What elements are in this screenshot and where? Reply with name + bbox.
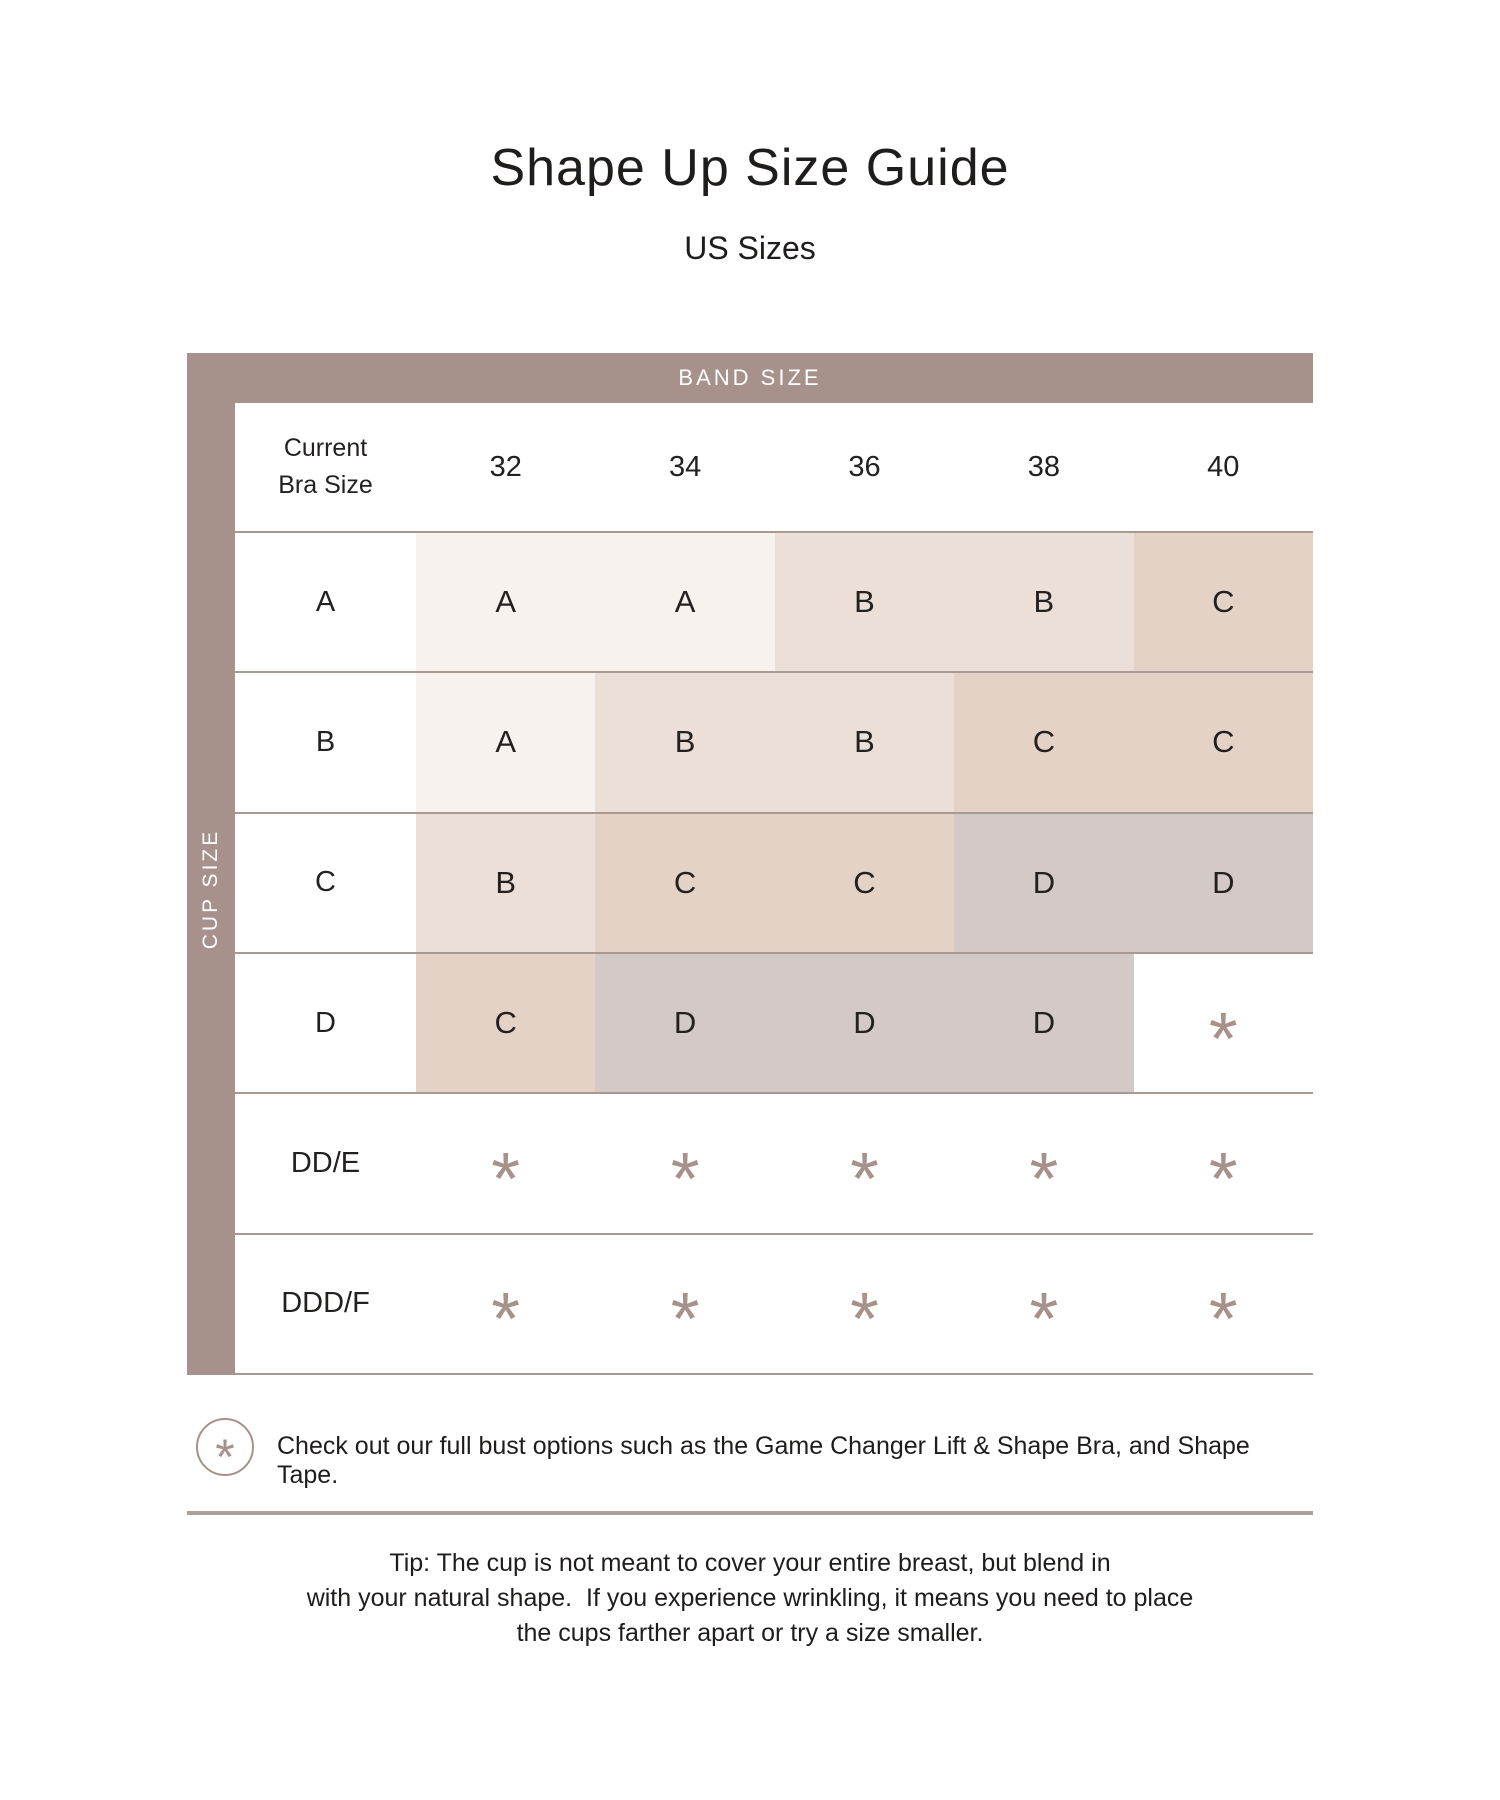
size-cell: D — [775, 952, 954, 1092]
band-size-column-header-38: 38 — [954, 403, 1133, 531]
size-cell: D — [954, 812, 1133, 952]
page-title: Shape Up Size Guide — [490, 139, 1010, 197]
footnote-text: Check out our full bust options such as the Game Changer Lift & Shape Bra, and Shape Tape. — [277, 1432, 1250, 1489]
size-cell: D — [954, 952, 1133, 1092]
band-size-axis-header: BAND SIZE — [187, 353, 1313, 403]
cup-row-label-a: A — [235, 531, 416, 671]
size-guide-table — [187, 353, 1313, 1375]
size-cell-footnote-asterisk: * — [1134, 1233, 1313, 1373]
tip-text — [0, 1546, 1500, 1651]
tip-line-3: the cups farther apart or try a size smaller. — [516, 1619, 984, 1647]
size-cell: C — [416, 952, 595, 1092]
size-cell-footnote-asterisk: * — [416, 1092, 595, 1232]
size-cell: D — [1134, 812, 1313, 952]
size-cell: B — [954, 531, 1133, 671]
cup-row-label-b: B — [235, 671, 416, 811]
size-grid — [235, 403, 1313, 1375]
cup-size-axis-label: CUP SIZE — [199, 828, 222, 950]
size-cell: B — [775, 531, 954, 671]
size-cell: A — [416, 671, 595, 811]
band-size-column-header-40: 40 — [1134, 403, 1313, 531]
size-cell-footnote-asterisk: * — [416, 1233, 595, 1373]
size-cell: A — [595, 531, 774, 671]
size-cell-footnote-asterisk: * — [1134, 1092, 1313, 1232]
size-cell: B — [595, 671, 774, 811]
size-cell: C — [775, 812, 954, 952]
size-cell-footnote-asterisk: * — [954, 1092, 1133, 1232]
size-cell-footnote-asterisk: * — [954, 1233, 1133, 1373]
size-cell-footnote-asterisk: * — [775, 1233, 954, 1373]
corner-header-label: Current Bra Size — [278, 434, 373, 499]
tip-line-2: with your natural shape. If you experience wrinkling, it means you need to place — [306, 1584, 1194, 1612]
size-cell: C — [595, 812, 774, 952]
horizontal-divider — [187, 1511, 1313, 1515]
cup-row-label-dddf: DDD/F — [235, 1233, 416, 1373]
size-cell-footnote-asterisk: * — [595, 1233, 774, 1373]
size-cell: C — [1134, 531, 1313, 671]
circled-asterisk-icon — [196, 1418, 254, 1485]
asterisk-glyph: * — [215, 1429, 235, 1485]
cup-row-label-dde: DD/E — [235, 1092, 416, 1232]
size-cell: D — [595, 952, 774, 1092]
size-cell: B — [775, 671, 954, 811]
size-cell-footnote-asterisk: * — [1134, 952, 1313, 1092]
table-body — [187, 403, 1313, 1375]
page-subtitle: US Sizes — [684, 230, 816, 266]
cup-row-label-c: C — [235, 812, 416, 952]
band-size-column-header-36: 36 — [775, 403, 954, 531]
cup-size-axis-bar — [187, 403, 235, 1375]
size-cell: A — [416, 531, 595, 671]
tip-line-1: Tip: The cup is not meant to cover your entire breast, but blend in — [389, 1549, 1111, 1577]
band-size-column-header-34: 34 — [595, 403, 774, 531]
band-size-column-header-32: 32 — [416, 403, 595, 531]
size-cell: C — [954, 671, 1133, 811]
size-cell-footnote-asterisk: * — [775, 1092, 954, 1232]
size-cell: B — [416, 812, 595, 952]
size-cell-footnote-asterisk: * — [595, 1092, 774, 1232]
size-cell: C — [1134, 671, 1313, 811]
cup-row-label-d: D — [235, 952, 416, 1092]
corner-header-current-bra-size — [235, 403, 416, 531]
